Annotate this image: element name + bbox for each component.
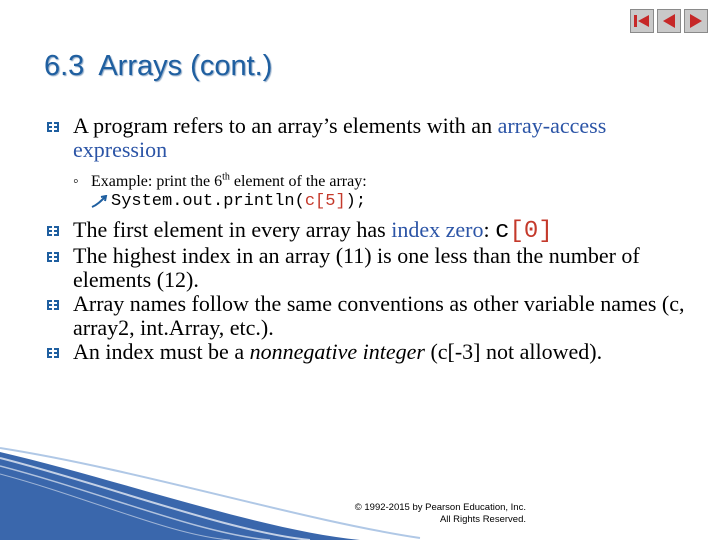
slide-title [44,50,272,83]
code-suffix: ); [345,192,367,211]
bullet2-code-a: c [495,218,510,245]
bullet-highest-index [46,244,686,292]
nonnegative-integer-term: nonnegative integer [249,339,425,364]
title-text: Arrays (cont.) [98,50,273,82]
sub1-text-a: Example: print the 6 [91,173,223,190]
rights-line: All Rights Reserved. [439,514,526,525]
slide-content [46,114,686,364]
first-slide-button[interactable] [630,9,654,33]
code-prefix: System.out.println( [111,192,305,211]
bullet2-text-a: The first element in every array has [73,217,392,242]
sub1-superscript: th [222,171,230,183]
index-zero-term: index zero [391,217,484,242]
bullet2-code-b: [0] [509,218,553,245]
bullet5-text-a: An index must be a [73,339,250,364]
sub-bullet-example [46,172,686,192]
bullet3-text: The highest index in an array (11) is one less than the number of elements (12). [73,243,640,292]
left-arrow-icon [660,13,678,29]
bullet-icon [46,299,60,311]
first-arrow-icon [633,13,651,29]
bullet5-text-b: (c[-3] not allowed). [424,339,603,364]
bullet-nonnegative-index [46,340,686,364]
title-number: 6.3 [44,50,85,82]
array-access-term: array-access expression [73,113,607,162]
code-example [46,192,686,212]
bullet2-text-b: : [483,217,496,242]
arrow-bullet-icon [91,195,111,209]
bullet-icon [46,121,60,133]
bullet-icon [46,347,60,359]
right-arrow-icon [687,13,705,29]
sub1-text-b: element of the array: [229,173,367,190]
bullet4-text: Array names follow the same conventions as other variable names (c, array2, int.Array, etc.). [73,291,685,340]
copyright-line: © 1992-2015 by Pearson Education, Inc. [354,502,526,513]
previous-slide-button[interactable] [657,9,681,33]
bullet1-text: A program refers to an array’s elements with an [73,113,498,138]
next-slide-button[interactable] [684,9,708,33]
bullet-index-zero [46,218,686,244]
bullet-icon [46,225,60,237]
slide-navigation [630,9,708,33]
bullet-array-names [46,292,686,340]
bullet-icon [46,251,60,263]
ring-bullet-icon: ◦ [73,173,79,190]
code-highlight: c[5] [304,192,346,211]
copyright-footer [316,502,526,526]
bullet-array-access [46,114,686,162]
